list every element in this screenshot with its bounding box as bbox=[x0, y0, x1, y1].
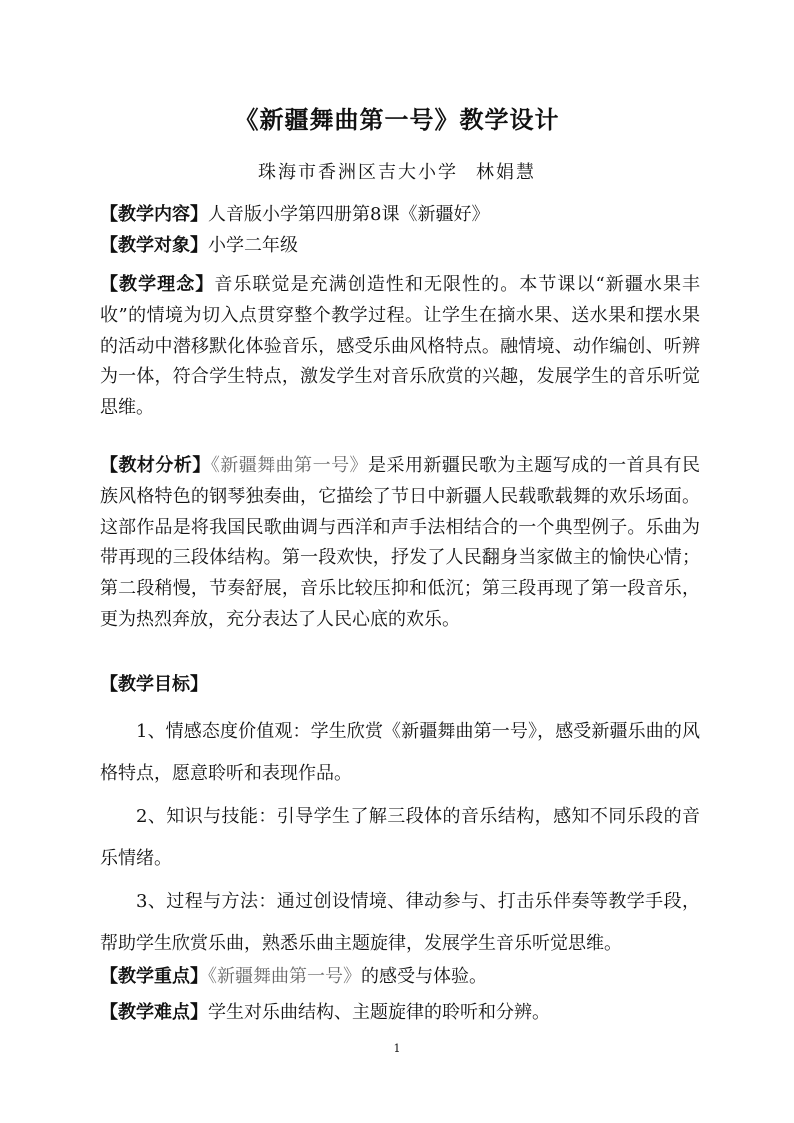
section-text: 音乐联觉是充满创造性和无限性的。本节课以“新疆水果丰收”的情境为切入点贯穿整个教学过程。让学生在摘水果、送水果和摆水果的活动中潜移默化体验音乐，感受乐曲风格特点。融情境、动作编创、听辨为一体，符合学生特点，激发学生对音乐欣赏的兴趣，发展学生的音乐听觉思维。 bbox=[100, 274, 701, 419]
goal-item: 3、过程与方法：通过创设情境、律动参与、打击乐伴奏等教学手段，帮助学生欣赏乐曲，熟悉乐曲主题旋律，发展学生音乐听觉思维。 bbox=[100, 891, 700, 954]
goal-item: 1、情感态度价值观：学生欣赏《新疆舞曲第一号》，感受新疆乐曲的风格特点，愿意聆听和表现作品。 bbox=[100, 721, 700, 784]
section-text: 学生对乐曲结构、主题旋律的聆听和分辨。 bbox=[208, 1002, 550, 1023]
section-text: 人音版小学第四册第8课《新疆好》 bbox=[208, 204, 490, 225]
section-audience bbox=[100, 231, 700, 262]
section-content bbox=[100, 200, 700, 231]
section-text: 小学二年级 bbox=[208, 235, 298, 256]
author-line bbox=[0, 158, 794, 184]
section-label: 【教学内容】 bbox=[100, 204, 208, 225]
goal-item: 2、知识与技能：引导学生了解三段体的音乐结构，感知不同乐段的音乐情绪。 bbox=[100, 806, 700, 869]
section-label: 【教学理念】 bbox=[100, 274, 215, 295]
section-label: 【教材分析】 bbox=[100, 455, 211, 476]
section-label: 【教学对象】 bbox=[100, 235, 208, 256]
page-number: 1 bbox=[393, 1042, 401, 1055]
document-title: 《新疆舞曲第一号》教学设计 bbox=[234, 106, 560, 134]
section-goals-heading bbox=[100, 670, 700, 701]
section-key-point bbox=[100, 962, 700, 993]
section-label: 【教学目标】 bbox=[100, 674, 208, 695]
author-name: 林娟慧 bbox=[476, 162, 536, 183]
section-difficulty bbox=[100, 998, 700, 1029]
section-text: 是采用新疆民歌为主题写成的一首具有民族风格特色的钢琴独奏曲，它描绘了节日中新疆人民载歌载舞的欢乐场面。这部作品是将我国民歌曲调与西洋和声手法相结合的一个典型例子。乐曲为带再现的三段体结构。第一段欢快，抒发了人民翻身当家做主的愉快心情；第二段稍慢，节奏舒展，音乐比较压抑和低沉；第三段再现了第一段音乐，更为热烈奔放，充分表达了人民心底的欢乐。 bbox=[100, 455, 700, 630]
section-label: 【教学难点】 bbox=[100, 1002, 208, 1023]
work-title: 《新疆舞曲第一号》 bbox=[210, 455, 369, 476]
section-analysis bbox=[100, 451, 700, 636]
section-philosophy bbox=[100, 270, 700, 424]
author-school: 珠海市香洲区吉大小学 bbox=[258, 162, 458, 183]
work-title: 《新疆舞曲第一号》 bbox=[208, 966, 361, 987]
section-label: 【教学重点】 bbox=[100, 966, 208, 987]
section-text: 的感受与体验。 bbox=[361, 966, 487, 987]
